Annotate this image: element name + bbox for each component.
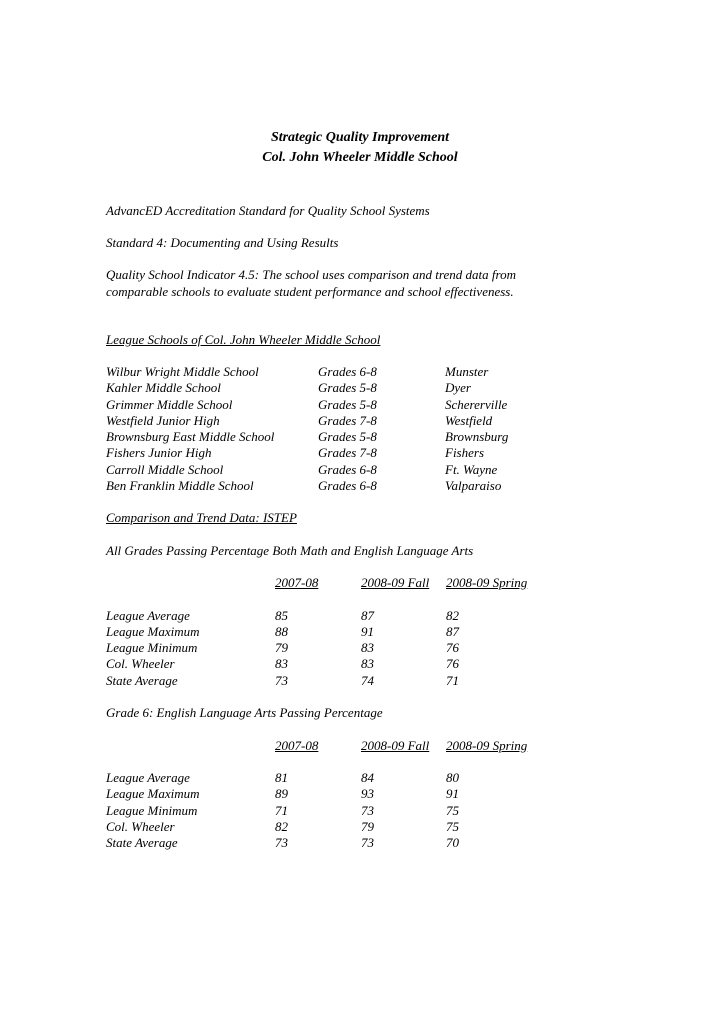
cell-value: 85 (275, 608, 288, 623)
indicator-line-1: Quality School Indicator 4.5: The school uses comparison and trend data from (106, 267, 516, 282)
cell-value: 84 (361, 770, 374, 785)
cell-value: 91 (446, 786, 459, 801)
indicator-line-2: comparable schools to evaluate student performance and school effectiveness. (106, 284, 514, 299)
row-label: League Average (106, 608, 190, 623)
table-header-row (0, 575, 720, 591)
column-header: 2007-08 (275, 575, 319, 590)
school-name: Kahler Middle School (106, 380, 221, 395)
school-city: Westfield (445, 413, 493, 428)
school-grades: Grades 5-8 (318, 397, 377, 412)
table-header-row (0, 738, 720, 754)
column-header: 2008-09 Spring (446, 738, 528, 753)
comparison-heading: Comparison and Trend Data: ISTEP (106, 510, 297, 525)
column-header: 2008-09 Fall (361, 575, 430, 590)
column-header: 2008-09 Fall (361, 738, 430, 753)
cell-value: 76 (446, 640, 459, 655)
cell-value: 83 (361, 640, 374, 655)
school-grades: Grades 5-8 (318, 380, 377, 395)
list-item (0, 462, 720, 478)
school-city: Brownsburg (445, 429, 509, 444)
list-item (0, 478, 720, 494)
cell-value: 80 (446, 770, 459, 785)
table-title: All Grades Passing Percentage Both Math and English Language Arts (106, 543, 474, 558)
cell-value: 87 (446, 624, 459, 639)
league-heading: League Schools of Col. John Wheeler Middle School (106, 332, 381, 347)
cell-value: 70 (446, 835, 459, 850)
row-label: League Minimum (106, 640, 198, 655)
school-city: Dyer (445, 380, 471, 395)
school-grades: Grades 7-8 (318, 413, 377, 428)
cell-value: 71 (446, 673, 459, 688)
cell-value: 83 (361, 656, 374, 671)
list-item (0, 413, 720, 429)
school-name: Fishers Junior High (106, 445, 212, 460)
school-grades: Grades 6-8 (318, 462, 377, 477)
cell-value: 74 (361, 673, 374, 688)
school-name: Carroll Middle School (106, 462, 224, 477)
list-item (0, 445, 720, 461)
school-name: Ben Franklin Middle School (106, 478, 254, 493)
table-title: Grade 6: English Language Arts Passing Percentage (106, 705, 383, 720)
table-row (0, 640, 720, 656)
table-row (0, 608, 720, 624)
cell-value: 82 (446, 608, 459, 623)
list-item (0, 397, 720, 413)
school-name: Brownsburg East Middle School (106, 429, 275, 444)
table-row (0, 673, 720, 689)
school-city: Ft. Wayne (445, 462, 498, 477)
cell-value: 73 (361, 803, 374, 818)
table-row (0, 624, 720, 640)
table-row (0, 656, 720, 672)
cell-value: 71 (275, 803, 288, 818)
column-header: 2008-09 Spring (446, 575, 528, 590)
school-name: Wilbur Wright Middle School (106, 364, 259, 379)
table-row (0, 819, 720, 835)
column-header: 2007-08 (275, 738, 319, 753)
cell-value: 88 (275, 624, 288, 639)
list-item (0, 429, 720, 445)
row-label: Col. Wheeler (106, 819, 175, 834)
row-label: League Maximum (106, 624, 200, 639)
school-city: Fishers (445, 445, 484, 460)
row-label: State Average (106, 835, 178, 850)
cell-value: 89 (275, 786, 288, 801)
table-row (0, 803, 720, 819)
row-label: League Average (106, 770, 190, 785)
table-row (0, 835, 720, 851)
school-grades: Grades 6-8 (318, 478, 377, 493)
row-label: League Maximum (106, 786, 200, 801)
cell-value: 76 (446, 656, 459, 671)
cell-value: 79 (361, 819, 374, 834)
school-grades: Grades 5-8 (318, 429, 377, 444)
page-title-line-1: Strategic Quality Improvement (270, 130, 450, 145)
cell-value: 81 (275, 770, 288, 785)
cell-value: 87 (361, 608, 374, 623)
school-name: Westfield Junior High (106, 413, 220, 428)
list-item (0, 364, 720, 380)
standard-source: AdvancED Accreditation Standard for Quality School Systems (106, 203, 430, 218)
row-label: Col. Wheeler (106, 656, 175, 671)
cell-value: 79 (275, 640, 288, 655)
cell-value: 91 (361, 624, 374, 639)
row-label: League Minimum (106, 803, 198, 818)
cell-value: 73 (361, 835, 374, 850)
cell-value: 73 (275, 673, 288, 688)
cell-value: 83 (275, 656, 288, 671)
row-label: State Average (106, 673, 178, 688)
school-name: Grimmer Middle School (106, 397, 233, 412)
standard-heading: Standard 4: Documenting and Using Results (106, 235, 339, 250)
school-grades: Grades 6-8 (318, 364, 377, 379)
list-item (0, 380, 720, 396)
school-city: Munster (445, 364, 489, 379)
table-row (0, 770, 720, 786)
cell-value: 73 (275, 835, 288, 850)
cell-value: 82 (275, 819, 288, 834)
school-city: Valparaiso (445, 478, 502, 493)
table-row (0, 786, 720, 802)
school-city: Schererville (445, 397, 508, 412)
cell-value: 75 (446, 819, 459, 834)
school-grades: Grades 7-8 (318, 445, 377, 460)
cell-value: 75 (446, 803, 459, 818)
cell-value: 93 (361, 786, 374, 801)
page-title-line-2: Col. John Wheeler Middle School (262, 150, 458, 165)
